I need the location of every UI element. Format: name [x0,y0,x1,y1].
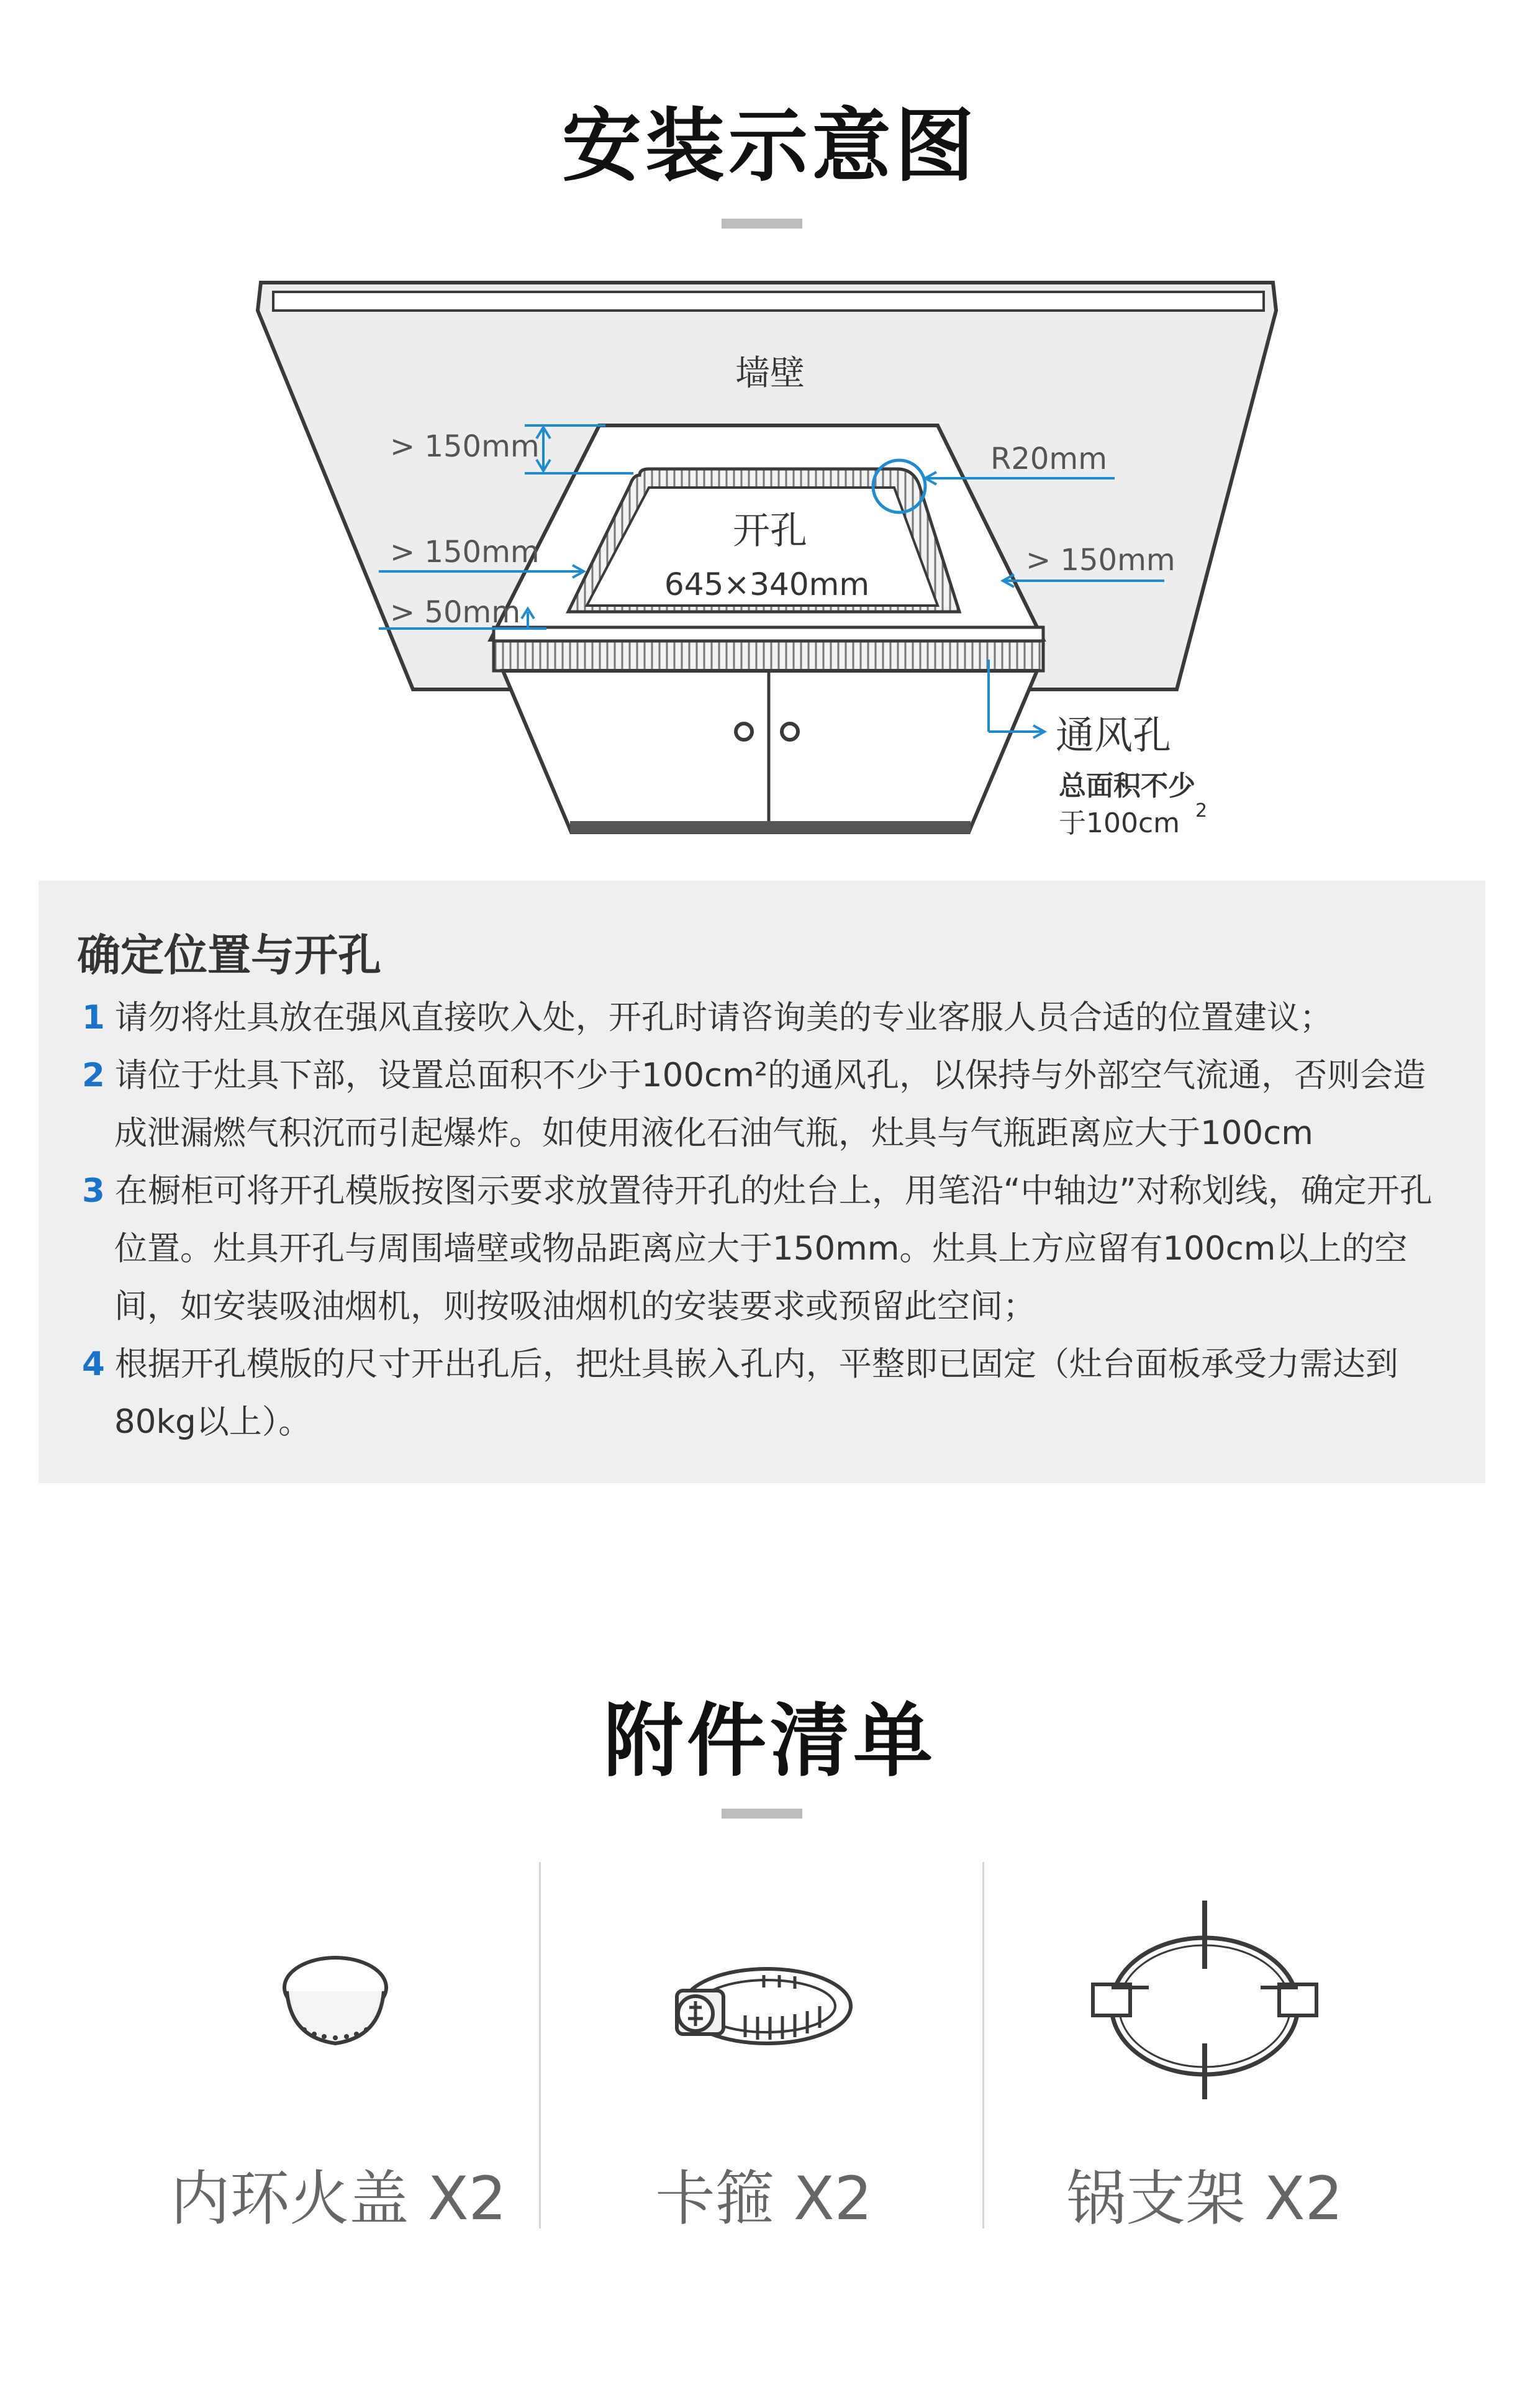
cabinet [503,671,1037,834]
step-text: 根据开孔模版的尺寸开出孔后，把灶具嵌入孔内，平整即已固定（灶台面板承受力需达到80kg以上）。 [114,1345,1398,1441]
steps-list [82,989,1449,1451]
vent-note-superscript: 2 [1195,800,1208,822]
panel-heading: 确定位置与开孔 [77,930,381,981]
dim-left-label: > 150mm [390,535,540,570]
counter-edge [494,640,1043,671]
step-item [82,989,1449,1047]
hose-clamp-icon [652,1956,857,2056]
install-title: 安装示意图 [561,100,978,193]
burner-cap-icon [273,1950,397,2062]
column-divider [982,1862,984,2228]
step-text: 在橱柜可将开孔模版按图示要求放置待开孔的灶台上，用笔沿“中轴边”对称划线，确定开孔位置。灶具开孔与周围墙壁或物品距离应大于150mm。灶具上方应留有100cm以上的空间，如安装吸油烟机，则按吸油烟机的安装要求或预留此空间； [114,1172,1433,1325]
hole-size: 645×340mm [664,566,870,602]
accessory-label: 锅支架 X2 [1066,2164,1343,2233]
installation-diagram [0,0,1540,870]
title-underline [722,1809,802,1819]
dim-right-label: > 150mm [1026,543,1175,578]
accessories-title: 附件清单 [603,1695,936,1788]
step-text: 请位于灶具下部，设置总面积不少于100cm²的通风孔，以保持与外部空气流通，否则会造成泄漏燃气积沉而引起爆炸。如使用液化石油气瓶，灶具与气瓶距离应大于100cm [114,1056,1426,1152]
step-number: 3 [82,1172,105,1210]
wall-label: 墙壁 [735,353,805,394]
vent-note-line1: 总面积不少 [1059,770,1195,802]
step-text: 请勿将灶具放在强风直接吹入处，开孔时请咨询美的专业客服人员合适的位置建议； [114,999,1333,1037]
pot-support-icon [1087,1894,1323,2099]
radius-label: R20mm [990,442,1107,476]
step-number: 2 [82,1056,105,1094]
step-item [82,1047,1449,1162]
vent-note-line2: 于100cm [1059,807,1180,839]
step-number: 1 [82,999,105,1037]
step-number: 4 [82,1345,105,1383]
hole-label: 开孔 [733,509,807,553]
dim-edge-label: > 50mm [390,595,521,630]
vent-label: 通风孔 [1056,712,1172,758]
step-item [82,1162,1449,1335]
accessory-label: 卡箍 X2 [655,2164,872,2233]
accessory-label: 内环火盖 X2 [170,2164,507,2233]
dim-top-label: > 150mm [390,429,540,464]
step-item [82,1335,1449,1451]
